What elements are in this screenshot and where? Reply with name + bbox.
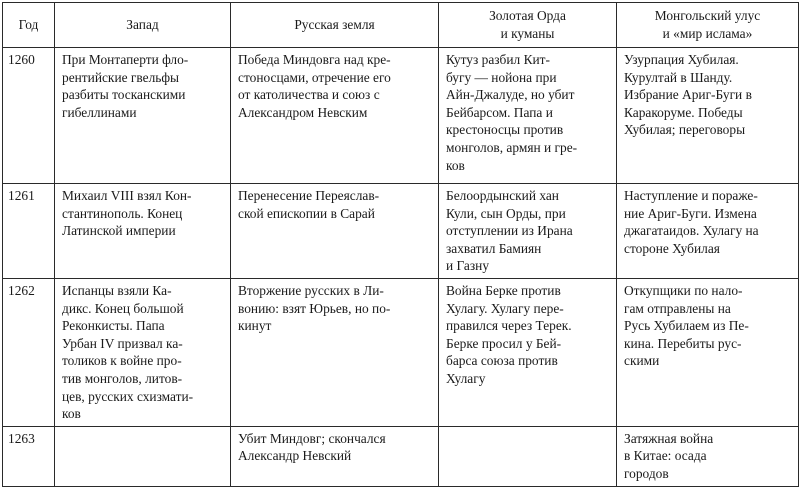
cell-west: Михаил VIII взял Кон- стантинополь. Конец Латинской империи: [55, 184, 231, 279]
table-row: [3, 184, 799, 279]
cell-year: 1261: [3, 184, 55, 279]
header-west: Запад: [55, 3, 231, 48]
cell-year: 1263: [3, 426, 55, 486]
cell-mongol: Затяжная война в Китае: осада городов: [617, 426, 799, 486]
cell-west: Испанцы взяли Ка- дикс. Конец большой Реконкисты. Папа Урбан IV призвал ка- толиков к войне про- тив монголов, литов- цев, русских схизмати- ков: [55, 278, 231, 426]
header-year: Год: [3, 3, 55, 48]
header-row: [3, 3, 799, 48]
cell-rus: Победа Миндовга над кре- стоносцами, отречение его от католичества и союз с Александром Невским: [231, 48, 439, 184]
cell-horde: Война Берке против Хулагу. Хулагу пере- правился через Терек. Берке просил у Бей- барса союза против Хулагу: [439, 278, 617, 426]
table-header: [3, 3, 799, 48]
table-row: [3, 48, 799, 184]
cell-year: 1260: [3, 48, 55, 184]
chronology-table: [2, 2, 799, 487]
table-row: [3, 278, 799, 426]
header-rus: Русская земля: [231, 3, 439, 48]
cell-mongol: Наступление и пораже- ние Ариг-Буги. Измена джагатаидов. Хулагу на стороне Хубилая: [617, 184, 799, 279]
cell-rus: Убит Миндовг; скончался Александр Невский: [231, 426, 439, 486]
cell-rus: Вторжение русских в Ли- вонию: взят Юрьев, но по- кинут: [231, 278, 439, 426]
cell-year: 1262: [3, 278, 55, 426]
cell-rus: Перенесение Переяслав- ской епископии в Сарай: [231, 184, 439, 279]
header-horde: Золотая Орда и куманы: [439, 3, 617, 48]
table-body: [3, 48, 799, 487]
header-mongol: Монгольский улус и «мир ислама»: [617, 3, 799, 48]
cell-horde: Кутуз разбил Кит- бугу — нойона при Айн-Джалуде, но убит Бейбарсом. Папа и крестоносцы против монголов, армян и гре- ков: [439, 48, 617, 184]
cell-west: При Монтаперти фло- рентийские гвельфы разбиты тосканскими гибеллинами: [55, 48, 231, 184]
cell-horde: Белоордынский хан Кули, сын Орды, при отступлении из Ирана захватил Бамиян и Газну: [439, 184, 617, 279]
cell-west: [55, 426, 231, 486]
cell-mongol: Узурпация Хубилая. Курултай в Шанду. Избрание Ариг-Буги в Каракоруме. Победы Хубилая; переговоры: [617, 48, 799, 184]
cell-mongol: Откупщики по нало- гам отправлены на Русь Хубилаем из Пе- кина. Перебиты рус- скими: [617, 278, 799, 426]
table-row: [3, 426, 799, 486]
cell-horde: [439, 426, 617, 486]
